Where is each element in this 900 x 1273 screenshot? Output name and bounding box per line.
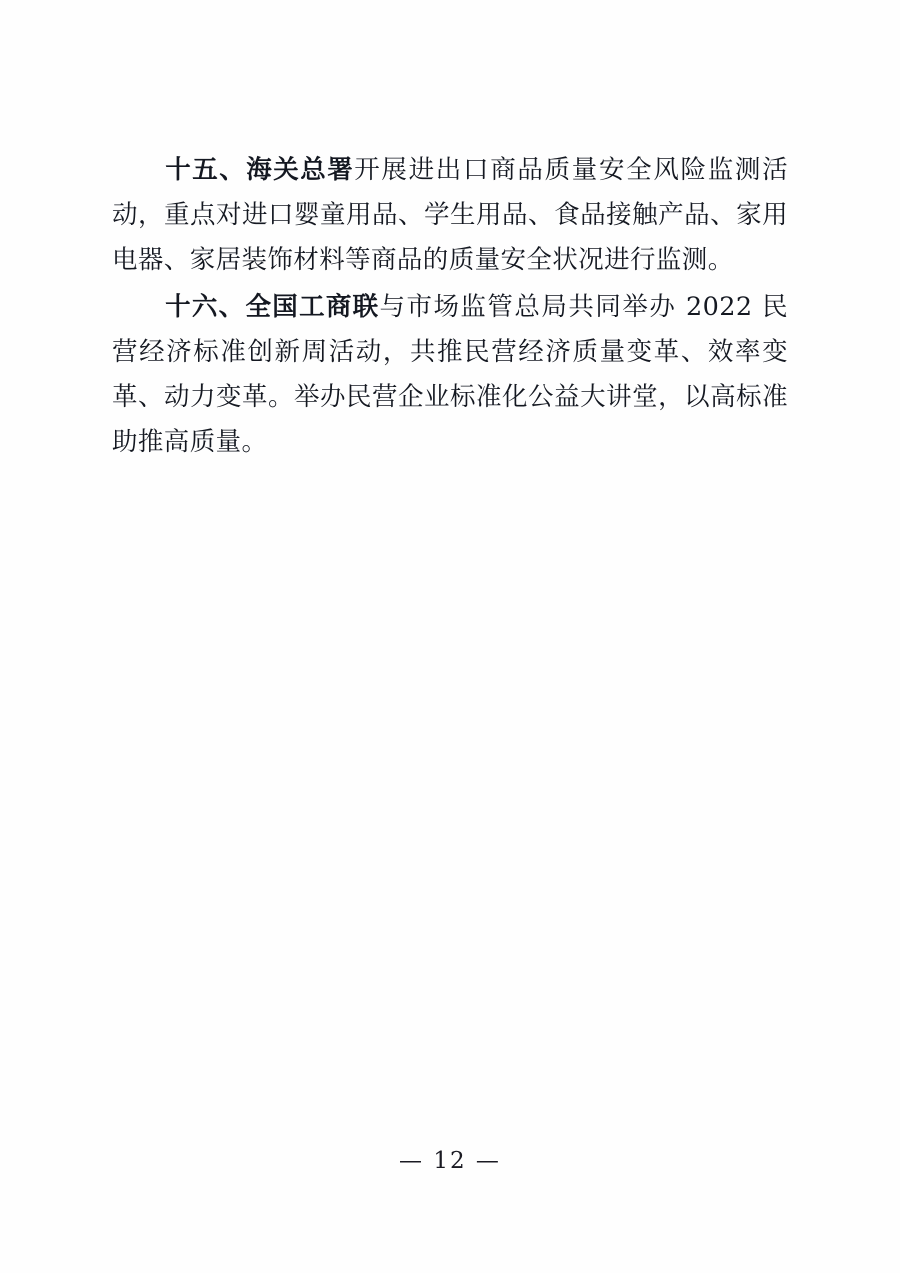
document-body <box>112 148 788 465</box>
page-number <box>0 1148 900 1174</box>
paragraph-16-body: 与市场监管总局共同举办 2022 民营经济标准创新周活动，共推民营经济质量变革、效率变革、动力变革。举办民营企业标准化公益大讲堂，以高标准助推高质量。 <box>112 292 788 457</box>
paragraph-15-lead: 十五、海关总署 <box>164 155 355 185</box>
paragraph-16 <box>112 285 788 465</box>
paragraph-16-lead: 十六、全国工商联 <box>164 292 380 322</box>
paragraph-15-body: 开展进出口商品质量安全风险监测活动，重点对进口婴童用品、学生用品、食品接触产品、家用电器、家居装饰材料等商品的质量安全状况进行监测。 <box>112 155 788 275</box>
page-number-text: — 12 — <box>399 1148 501 1174</box>
paragraph-15 <box>112 148 788 283</box>
